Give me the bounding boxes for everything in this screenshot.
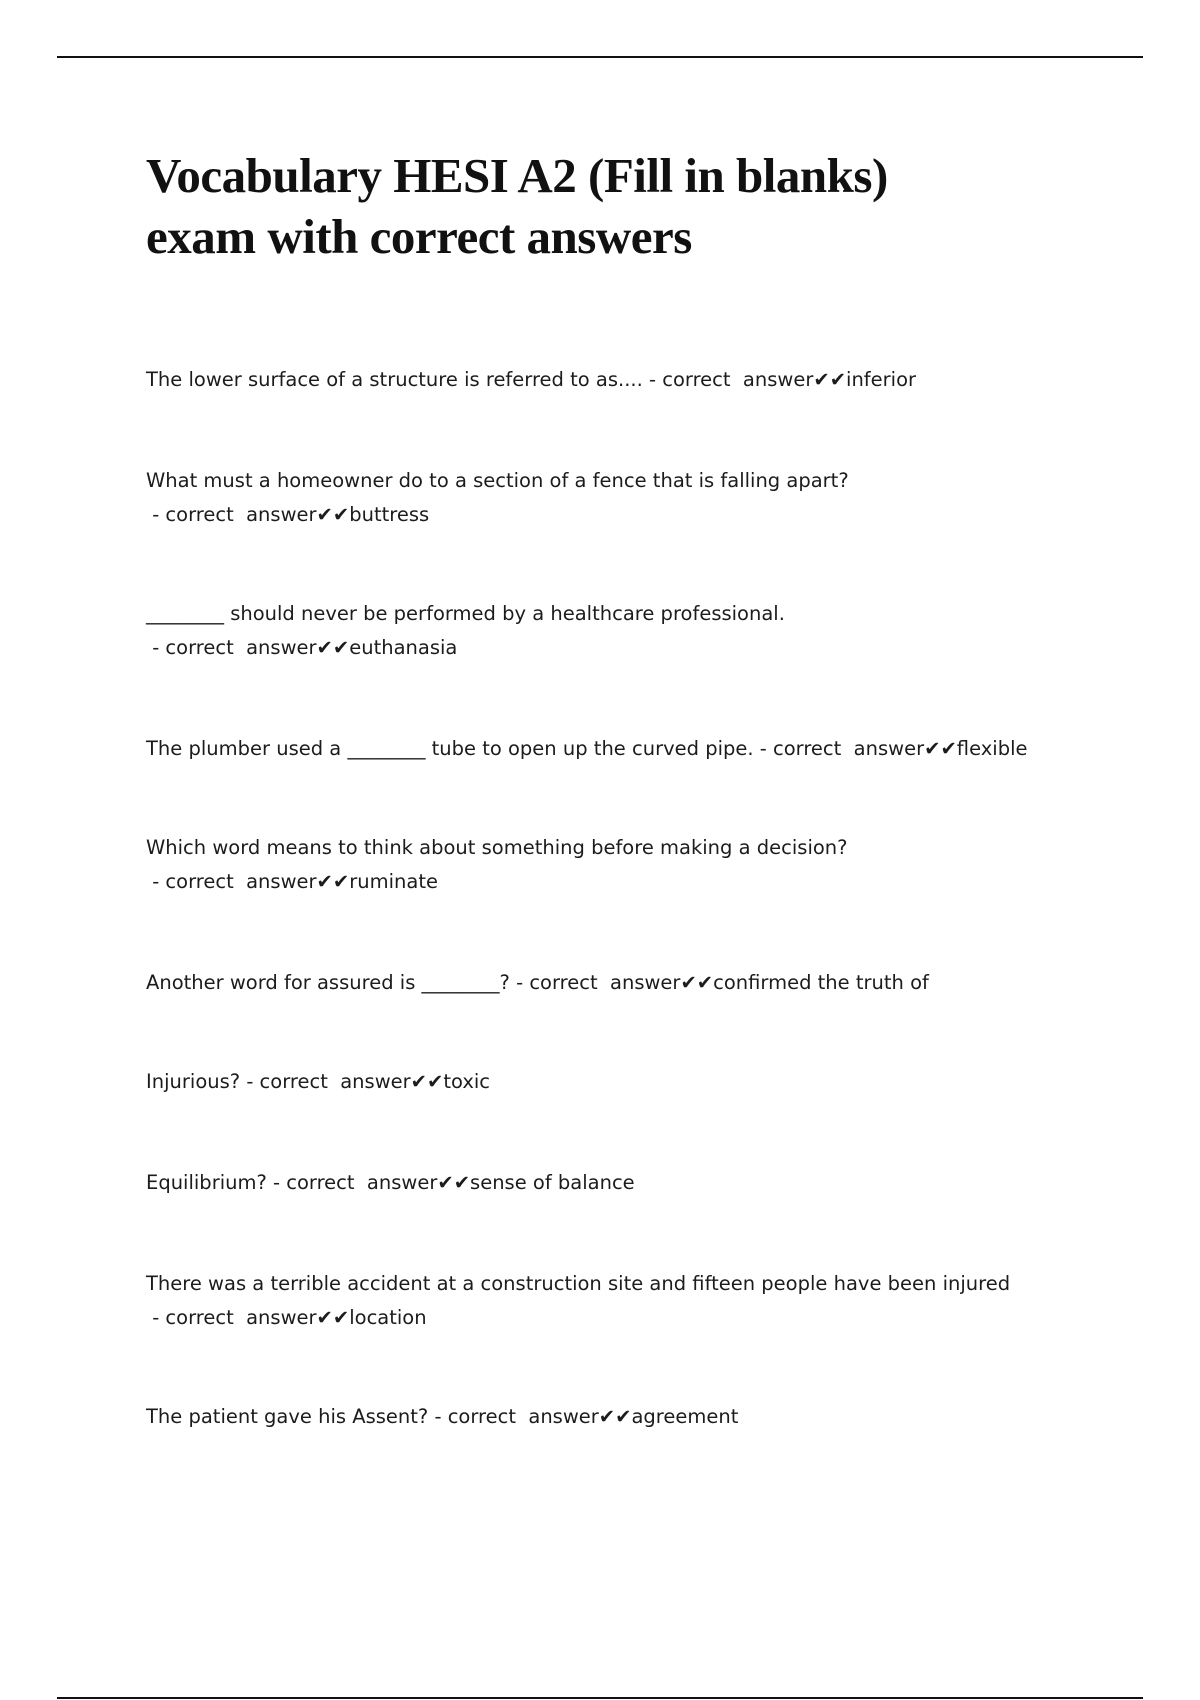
answer-text: agreement [631,1405,739,1428]
answer-text: toxic [443,1070,490,1093]
bottom-rule [57,1697,1143,1699]
qa-item-1 [146,363,1086,397]
answer-marker: - correct answer✔✔ [266,1171,471,1194]
qa-item-7 [146,1065,1086,1099]
question-text: Injurious? [146,1070,241,1093]
question-text: Equilibrium? [146,1171,267,1194]
qa-item-8 [146,1166,1086,1200]
answer-marker: - correct answer✔✔ [146,636,350,659]
answer-marker: - correct answer✔✔ [642,368,847,391]
qa-item-6 [146,966,1086,1000]
question-text: There was a terrible accident at a construction site and fifteen people have been injured [146,1272,1011,1295]
answer-text: flexible [956,737,1028,760]
answer-text: inferior [846,368,917,391]
title-line-1: Vocabulary HESI A2 (Fill in blanks) [146,148,888,203]
page-title [146,145,1106,267]
answer-text: sense of balance [470,1171,635,1194]
answer-text: euthanasia [349,636,458,659]
qa-item-10 [146,1400,1086,1434]
question-text: The lower surface of a structure is referred to as.... [146,368,643,391]
answer-marker: - correct answer✔✔ [753,737,957,760]
question-text: Another word for assured is ________? [146,971,510,994]
title-line-2: exam with correct answers [146,209,692,264]
qa-item-4 [146,732,1086,766]
qa-item-9 [146,1267,1086,1335]
question-text: ________ should never be performed by a healthcare professional. [146,602,785,625]
qa-item-3 [146,597,1086,665]
qa-item-5 [146,831,1086,899]
answer-text: confirmed the truth of [713,971,929,994]
answer-marker: - correct answer✔✔ [509,971,714,994]
answer-text: ruminate [349,870,438,893]
answer-text: location [349,1306,427,1329]
answer-marker: - correct answer✔✔ [428,1405,632,1428]
answer-text: buttress [349,503,430,526]
answer-marker: - correct answer✔✔ [146,503,350,526]
question-text: Which word means to think about something before making a decision? [146,836,848,859]
answer-marker: - correct answer✔✔ [146,1306,350,1329]
question-text: What must a homeowner do to a section of a fence that is falling apart? [146,469,849,492]
question-text: The patient gave his Assent? [146,1405,429,1428]
top-rule [57,56,1143,58]
qa-item-2 [146,464,1086,532]
question-text: The plumber used a ________ tube to open up the curved pipe. [146,737,754,760]
answer-marker: - correct answer✔✔ [240,1070,444,1093]
answer-marker: - correct answer✔✔ [146,870,350,893]
